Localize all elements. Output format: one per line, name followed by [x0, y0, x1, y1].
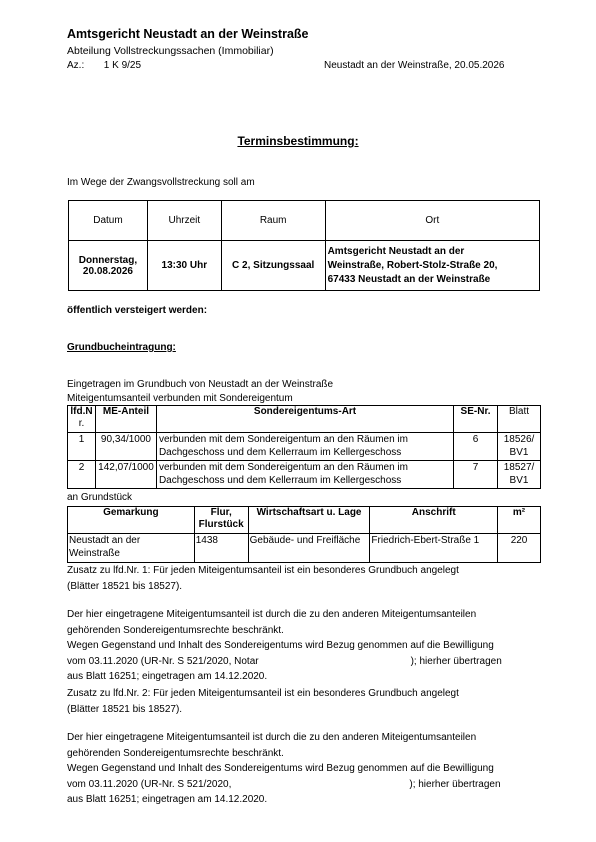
text-line: (Blätter 18521 bis 18527). — [67, 580, 183, 592]
row-nr: 1 — [68, 433, 96, 461]
text-line: gehörenden Sondereigentumsrechte beschränkt. — [67, 624, 284, 636]
termin-header-room: Raum — [221, 201, 325, 241]
text-line: (Blätter 18521 bis 18527). — [67, 703, 183, 715]
header-text: Flurstück — [198, 519, 244, 530]
zusatz-2 — [67, 686, 547, 717]
grundstueck-header-wirtschaft: Wirtschaftsart u. Lage — [248, 507, 370, 534]
grundstueck-header-anschrift: Anschrift — [370, 507, 498, 534]
grundstueck-header-flur — [194, 507, 248, 534]
termin-header-place: Ort — [325, 201, 539, 241]
plot-statement: an Grundstück — [67, 492, 133, 503]
header-text: r. — [78, 418, 85, 429]
termin-place-line: 67433 Neustadt an der Weinstraße — [327, 273, 491, 285]
zusatz-1 — [67, 563, 547, 594]
text-line — [67, 654, 547, 670]
intro-text: Im Wege der Zwangsvollstreckung soll am — [67, 177, 255, 188]
registry-statement: Eingetragen im Grundbuch von Neustadt an der Weinstraße — [67, 379, 334, 390]
row-type-line: Dachgeschoss und dem Kellerraum im Kellergeschoss — [158, 475, 402, 486]
termin-row — [69, 241, 540, 291]
row-blatt-line: BV1 — [509, 447, 529, 458]
termin-header-date: Datum — [69, 201, 148, 241]
table-row — [68, 461, 541, 489]
termin-header-row — [69, 201, 540, 241]
hinweis-1 — [67, 607, 547, 685]
text-line: Der hier eingetragene Miteigentumsanteil ist durch die zu den anderen Miteigentumsanteilen — [67, 732, 477, 743]
grundbuch-header-nr — [68, 406, 96, 433]
gs-gemarkung-line: Weinstraße — [69, 548, 120, 559]
text-fragment: vom 03.11.2020 (UR-Nr. S 521/2020, — [67, 778, 232, 790]
text-fragment: vom 03.11.2020 (UR-Nr. S 521/2020, Notar — [67, 655, 259, 667]
header-text: lfd.N — [70, 406, 93, 417]
grundstueck-header-gemarkung: Gemarkung — [68, 507, 195, 534]
row-blatt-line: BV1 — [509, 475, 529, 486]
gs-gemarkung — [68, 534, 195, 563]
grundstueck-header-m2: m² — [498, 507, 541, 534]
file-number-label: Az.: — [67, 60, 85, 71]
gs-gemarkung-line: Neustadt an der — [69, 535, 141, 546]
table-row — [68, 534, 541, 563]
termin-time: 13:30 Uhr — [147, 241, 221, 291]
row-type — [156, 433, 453, 461]
termin-date-weekday: Donnerstag, — [78, 254, 138, 266]
text-line: Der hier eingetragene Miteigentumsanteil ist durch die zu den anderen Miteigentumsanteilen — [67, 609, 477, 620]
row-share: 90,34/1000 — [95, 433, 156, 461]
text-line: Zusatz zu lfd.Nr. 2: Für jeden Miteigentumsanteil ist ein besonderes Grundbuch angelegt — [67, 688, 459, 699]
text-line: Wegen Gegenstand und Inhalt des Sondereigentums wird Bezug genommen auf die Bewilligung — [67, 763, 494, 774]
termin-room: C 2, Sitzungssaal — [221, 241, 325, 291]
section-heading-grundbuch: Grundbucheintragung: — [67, 342, 176, 353]
text-fragment: ); hierher übertragen — [410, 655, 502, 667]
text-line: aus Blatt 16251; eingetragen am 14.12.2020. — [67, 794, 268, 805]
row-type-line: verbunden mit dem Sondereigentum an den Räumen im — [158, 434, 408, 445]
row-blatt — [498, 461, 541, 489]
grundstueck-header-row — [68, 507, 541, 534]
termin-place-line: Amtsgericht Neustadt an der — [327, 245, 465, 257]
page-title: Terminsbestimmung: — [237, 134, 359, 148]
header-text: Flur, — [210, 507, 232, 518]
row-type-line: verbunden mit dem Sondereigentum an den Räumen im — [158, 462, 408, 473]
text-line: aus Blatt 16251; eingetragen am 14.12.2020. — [67, 671, 268, 682]
termin-place — [325, 241, 539, 291]
gs-flur: 1438 — [194, 534, 248, 563]
row-share: 142,07/1000 — [95, 461, 156, 489]
grundbuch-header-se: SE-Nr. — [454, 406, 498, 433]
gs-wirtschaft: Gebäude- und Freifläche — [248, 534, 370, 563]
row-se: 6 — [454, 433, 498, 461]
row-se: 7 — [454, 461, 498, 489]
text-line — [67, 777, 547, 793]
grundbuch-header-row — [68, 406, 541, 433]
termin-header-time: Uhrzeit — [147, 201, 221, 241]
termin-table — [68, 200, 540, 291]
file-number-value: 1 K 9/25 — [103, 60, 142, 71]
hinweis-2 — [67, 730, 547, 808]
text-line: Wegen Gegenstand und Inhalt des Sondereigentums wird Bezug genommen auf die Bewilligung — [67, 640, 494, 651]
file-number — [67, 60, 141, 71]
court-name: Amtsgericht Neustadt an der Weinstraße — [67, 27, 309, 41]
row-type-line: Dachgeschoss und dem Kellerraum im Kellergeschoss — [158, 447, 402, 458]
text-fragment: ); hierher übertragen — [409, 778, 501, 790]
grundbuch-header-blatt: Blatt — [498, 406, 541, 433]
row-type — [156, 461, 453, 489]
termin-date — [69, 241, 148, 291]
table-row — [68, 433, 541, 461]
auction-statement: öffentlich versteigert werden: — [67, 305, 208, 316]
department: Abteilung Vollstreckungssachen (Immobiliar) — [67, 45, 274, 57]
co-ownership-statement: Miteigentumsanteil verbunden mit Sondereigentum — [67, 393, 293, 404]
row-blatt — [498, 433, 541, 461]
termin-date-value: 20.08.2026 — [82, 265, 133, 277]
text-line: gehörenden Sondereigentumsrechte beschränkt. — [67, 747, 284, 759]
row-blatt-line: 18526/ — [503, 434, 535, 445]
row-nr: 2 — [68, 461, 96, 489]
grundbuch-header-type: Sondereigentums-Art — [156, 406, 453, 433]
grundstueck-table — [67, 506, 541, 563]
place-date: Neustadt an der Weinstraße, 20.05.2026 — [324, 60, 505, 71]
grundbuch-table — [67, 405, 541, 489]
grundbuch-header-share: ME-Anteil — [95, 406, 156, 433]
gs-anschrift: Friedrich-Ebert-Straße 1 — [370, 534, 498, 563]
gs-m2: 220 — [498, 534, 541, 563]
text-line: Zusatz zu lfd.Nr. 1: Für jeden Miteigentumsanteil ist ein besonderes Grundbuch angelegt — [67, 565, 459, 576]
row-blatt-line: 18527/ — [503, 462, 535, 473]
termin-place-line: Weinstraße, Robert-Stolz-Straße 20, — [327, 259, 498, 271]
